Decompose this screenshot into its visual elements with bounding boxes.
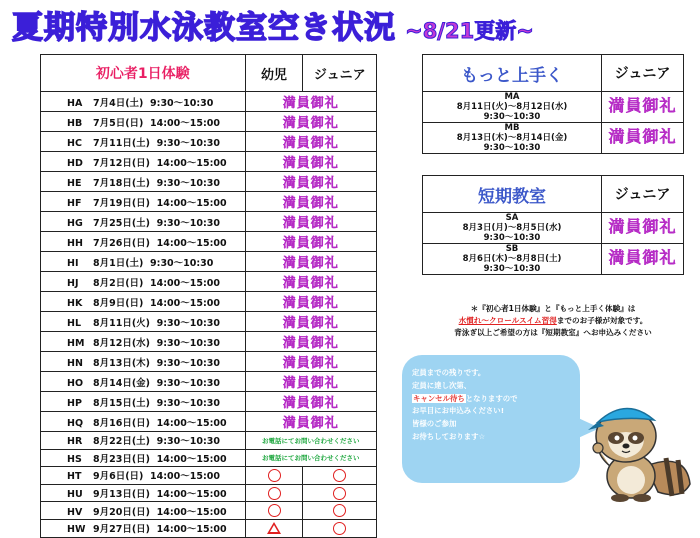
available-circle-icon (333, 522, 346, 535)
lesson-date: 7月5日(日) (93, 117, 144, 129)
course-code: MA (504, 92, 520, 102)
lesson-time: 14:00～15:00 (156, 489, 227, 501)
full-badge: 満員御礼 (282, 276, 339, 291)
lesson-cell (41, 252, 246, 272)
full-badge: 満員御礼 (608, 126, 677, 146)
lesson-date: 9月6日(日) (93, 471, 144, 483)
lesson-code: HV (67, 506, 83, 518)
bubble-line: お待ちしております☆ (412, 431, 486, 441)
course-time: 9:30～10:30 (483, 143, 541, 153)
table-row (41, 272, 377, 292)
lesson-date: 9月20日(日) (93, 506, 151, 518)
lesson-code: HF (67, 197, 82, 209)
kids-status-cell (245, 112, 376, 132)
lesson-code: HS (67, 453, 82, 465)
table-row (423, 213, 684, 244)
lesson-cell (41, 352, 246, 372)
lesson-cell (41, 467, 246, 485)
lesson-cell (41, 312, 246, 332)
lesson-code: HW (67, 524, 86, 536)
bubble-line: 定員に達し次第、 (412, 380, 472, 390)
lesson-time: 9:30～10:30 (156, 397, 221, 409)
lesson-code: HA (67, 97, 83, 109)
lesson-cell (41, 412, 246, 432)
kids-status-cell (245, 412, 376, 432)
eligibility-note (408, 303, 698, 339)
kids-status-cell (245, 372, 376, 392)
lesson-cell (41, 372, 246, 392)
table-row (41, 449, 377, 467)
course-cell (423, 123, 602, 154)
course-time: 9:30～10:30 (483, 233, 541, 243)
kids-status-cell (245, 332, 376, 352)
table-row (41, 152, 377, 172)
kids-status-cell (245, 92, 376, 112)
lesson-date: 8月2日(日) (93, 277, 144, 289)
note-line: ＊『初心者1日体験』と『もっと上手く体験』は (470, 304, 636, 313)
junior-status-cell (602, 213, 684, 244)
table-row (41, 252, 377, 272)
short-header: 短期教室 (423, 176, 602, 213)
beginner-table (40, 54, 377, 538)
table-row (41, 432, 377, 450)
kids-status-cell (245, 449, 376, 467)
full-badge: 満員御礼 (282, 376, 339, 391)
course-dates: 8月11日(火)～8月12日(水) (456, 102, 568, 112)
contact-note: お電話にてお問い合わせください (262, 436, 360, 445)
course-dates: 8月13日(木)～8月14日(金) (456, 133, 568, 143)
table-row (41, 484, 377, 502)
table-row (41, 232, 377, 252)
table-row (41, 212, 377, 232)
course-code: MB (504, 123, 520, 133)
table-row (423, 92, 684, 123)
lesson-time: 14:00～15:00 (156, 453, 227, 465)
page-title (12, 2, 534, 48)
short-junior-header: ジュニア (602, 176, 684, 213)
table-row (41, 92, 377, 112)
lesson-time: 9:30～10:30 (156, 217, 221, 229)
bubble-line: お早目にお申込みください! (412, 406, 505, 416)
lesson-date: 9月27日(日) (93, 524, 151, 536)
full-badge: 満員御礼 (282, 356, 339, 371)
lesson-cell (41, 449, 246, 467)
full-badge: 満員御礼 (282, 116, 339, 131)
available-circle-icon (268, 504, 281, 517)
full-badge: 満員御礼 (282, 216, 339, 231)
full-badge: 満員御礼 (282, 296, 339, 311)
motto-junior-header: ジュニア (602, 55, 684, 92)
lesson-time: 9:30～10:30 (156, 177, 221, 189)
table-row (41, 172, 377, 192)
lesson-date: 8月16日(日) (93, 417, 151, 429)
bubble-line: 皆様のご参加 (412, 419, 457, 429)
lesson-cell (41, 232, 246, 252)
lesson-cell (41, 519, 246, 537)
course-time: 9:30～10:30 (483, 264, 541, 274)
lesson-cell (41, 172, 246, 192)
course-code: SB (505, 244, 519, 254)
lesson-cell (41, 272, 246, 292)
kids-status-cell (245, 272, 376, 292)
table-row (41, 519, 377, 537)
lesson-code: HR (67, 436, 83, 448)
short-table (422, 175, 684, 275)
table-row (41, 332, 377, 352)
table-row (423, 123, 684, 154)
bubble-line: 定員までの残りです。 (412, 368, 486, 377)
kids-status-cell (245, 352, 376, 372)
lesson-code: HI (67, 257, 79, 269)
lesson-date: 8月12日(水) (93, 337, 151, 349)
lesson-cell (41, 392, 246, 412)
lesson-date: 9月13日(日) (93, 489, 151, 501)
kids-status-cell (245, 232, 376, 252)
table-row (41, 412, 377, 432)
full-badge: 満員御礼 (282, 136, 339, 151)
lesson-cell (41, 502, 246, 520)
lesson-time: 9:30～10:30 (156, 137, 221, 149)
lesson-cell (41, 112, 246, 132)
table-row (41, 392, 377, 412)
table-row (41, 312, 377, 332)
lesson-date: 8月14日(金) (93, 377, 151, 389)
full-badge: 満員御礼 (282, 196, 339, 211)
beginner-header: 初心者1日体験 (41, 55, 246, 92)
lesson-time: 14:00～15:00 (156, 524, 227, 536)
motto-table (422, 54, 684, 154)
lesson-code: HT (67, 471, 82, 483)
lesson-time: 9:30～10:30 (156, 357, 221, 369)
lesson-code: HL (67, 317, 82, 329)
kids-status-cell (245, 519, 303, 537)
lesson-date: 7月19日(日) (93, 197, 151, 209)
junior-status-cell (303, 519, 377, 537)
course-cell (423, 244, 602, 275)
lesson-code: HC (67, 137, 82, 149)
lesson-time: 14:00～15:00 (156, 417, 227, 429)
kids-header: 幼児 (245, 55, 303, 92)
lesson-time: 14:00～15:00 (150, 277, 221, 289)
full-badge: 満員御礼 (282, 156, 339, 171)
kids-status-cell (245, 392, 376, 412)
lesson-cell (41, 432, 246, 450)
lesson-time: 14:00～15:00 (156, 157, 227, 169)
note-line: 背泳ぎ以上ご希望の方は『短期教室』へお申込みください (454, 328, 652, 337)
lesson-cell (41, 484, 246, 502)
lesson-code: HN (67, 357, 83, 369)
raccoon-mascot-icon (586, 396, 696, 504)
lesson-date: 8月9日(日) (93, 297, 144, 309)
lesson-time: 14:00～15:00 (156, 237, 227, 249)
lesson-cell (41, 152, 246, 172)
full-badge: 満員御礼 (608, 247, 677, 267)
lesson-code: HH (67, 237, 83, 249)
table-row (41, 467, 377, 485)
lesson-time: 14:00～15:00 (156, 197, 227, 209)
kids-status-cell (245, 502, 303, 520)
kids-status-cell (245, 312, 376, 332)
table-row (41, 192, 377, 212)
table-row (41, 502, 377, 520)
lesson-cell (41, 92, 246, 112)
lesson-date: 8月23日(日) (93, 453, 151, 465)
kids-status-cell (245, 212, 376, 232)
available-circle-icon (268, 469, 281, 482)
lesson-time: 9:30～10:30 (156, 317, 221, 329)
update-label: ~8/21更新~ (405, 19, 534, 43)
lesson-date: 8月11日(火) (93, 317, 151, 329)
kids-status-cell (245, 132, 376, 152)
lesson-code: HO (67, 377, 84, 389)
junior-status-cell (602, 244, 684, 275)
kids-status-cell (245, 152, 376, 172)
table-row (41, 132, 377, 152)
junior-status-cell (602, 123, 684, 154)
lesson-code: HM (67, 337, 85, 349)
lesson-time: 14:00～15:00 (150, 117, 221, 129)
full-badge: 満員御礼 (282, 236, 339, 251)
full-badge: 満員御礼 (282, 96, 339, 111)
full-badge: 満員御礼 (282, 316, 339, 331)
course-code: SA (505, 213, 519, 223)
full-badge: 満員御礼 (282, 176, 339, 191)
lesson-cell (41, 332, 246, 352)
lesson-date: 8月22日(土) (93, 436, 151, 448)
lesson-time: 9:30～10:30 (150, 257, 214, 269)
junior-status-cell (303, 484, 377, 502)
full-badge: 満員御礼 (608, 95, 677, 115)
junior-status-cell (602, 92, 684, 123)
table-row (41, 112, 377, 132)
motto-header: もっと上手く (423, 55, 602, 92)
lesson-cell (41, 212, 246, 232)
few-left-triangle-icon (267, 522, 281, 534)
bubble-text: となりますので (465, 393, 518, 403)
lesson-time: 9:30～10:30 (156, 337, 221, 349)
lesson-date: 7月18日(土) (93, 177, 151, 189)
kids-status-cell (245, 432, 376, 450)
lesson-date: 7月4日(土) (93, 97, 144, 109)
full-badge: 満員御礼 (282, 256, 339, 271)
table-row (41, 372, 377, 392)
contact-note: お電話にてお問い合わせください (262, 454, 360, 463)
lesson-time: 9:30～10:30 (156, 436, 221, 448)
table-row (41, 352, 377, 372)
full-badge: 満員御礼 (282, 416, 339, 431)
table-row (423, 244, 684, 275)
course-cell (423, 92, 602, 123)
full-badge: 満員御礼 (282, 396, 339, 411)
lesson-code: HK (67, 297, 83, 309)
lesson-time: 9:30～10:30 (156, 377, 221, 389)
course-dates: 8月6日(木)～8月8日(土) (462, 254, 562, 264)
lesson-code: HD (67, 157, 83, 169)
note-text: までのお子様が対象です。 (556, 316, 648, 325)
available-circle-icon (333, 487, 346, 500)
kids-status-cell (245, 467, 303, 485)
available-circle-icon (268, 487, 281, 500)
lesson-code: HG (67, 217, 83, 229)
full-badge: 満員御礼 (282, 336, 339, 351)
lesson-code: HE (67, 177, 82, 189)
lesson-time: 14:00～15:00 (156, 506, 227, 518)
bubble-line (412, 393, 570, 406)
junior-status-cell (303, 502, 377, 520)
lesson-date: 7月11日(土) (93, 137, 151, 149)
lesson-cell (41, 132, 246, 152)
course-time: 9:30～10:30 (483, 112, 541, 122)
lesson-time: 9:30～10:30 (150, 97, 214, 109)
available-circle-icon (333, 504, 346, 517)
lesson-date: 8月1日(土) (93, 257, 144, 269)
lesson-date: 7月12日(日) (93, 157, 151, 169)
lesson-date: 8月13日(木) (93, 357, 151, 369)
note-line (408, 315, 698, 327)
junior-status-cell (303, 467, 377, 485)
kids-status-cell (245, 172, 376, 192)
course-cell (423, 213, 602, 244)
kids-status-cell (245, 484, 303, 502)
lesson-time: 14:00～15:00 (150, 471, 221, 483)
lesson-date: 8月15日(土) (93, 397, 151, 409)
lesson-cell (41, 192, 246, 212)
lesson-code: HQ (67, 417, 84, 429)
course-dates: 8月3日(月)～8月5日(水) (462, 223, 562, 233)
junior-header: ジュニア (303, 55, 377, 92)
kids-status-cell (245, 192, 376, 212)
kids-status-cell (245, 292, 376, 312)
table-row (41, 292, 377, 312)
full-badge: 満員御礼 (608, 216, 677, 236)
title-main: 夏期特別水泳教室空き状況 (12, 10, 396, 46)
lesson-code: HU (67, 489, 83, 501)
lesson-date: 7月26日(日) (93, 237, 151, 249)
note-highlight: 水慣れ～クロールスイム習得 (458, 316, 557, 325)
lesson-date: 7月25日(土) (93, 217, 151, 229)
cancel-wait-highlight: キャンセル待ち (413, 393, 465, 403)
speech-bubble (402, 355, 580, 483)
lesson-code: HB (67, 117, 83, 129)
lesson-code: HJ (67, 277, 79, 289)
kids-status-cell (245, 252, 376, 272)
available-circle-icon (333, 469, 346, 482)
lesson-time: 14:00～15:00 (150, 297, 221, 309)
lesson-cell (41, 292, 246, 312)
lesson-code: HP (67, 397, 82, 409)
